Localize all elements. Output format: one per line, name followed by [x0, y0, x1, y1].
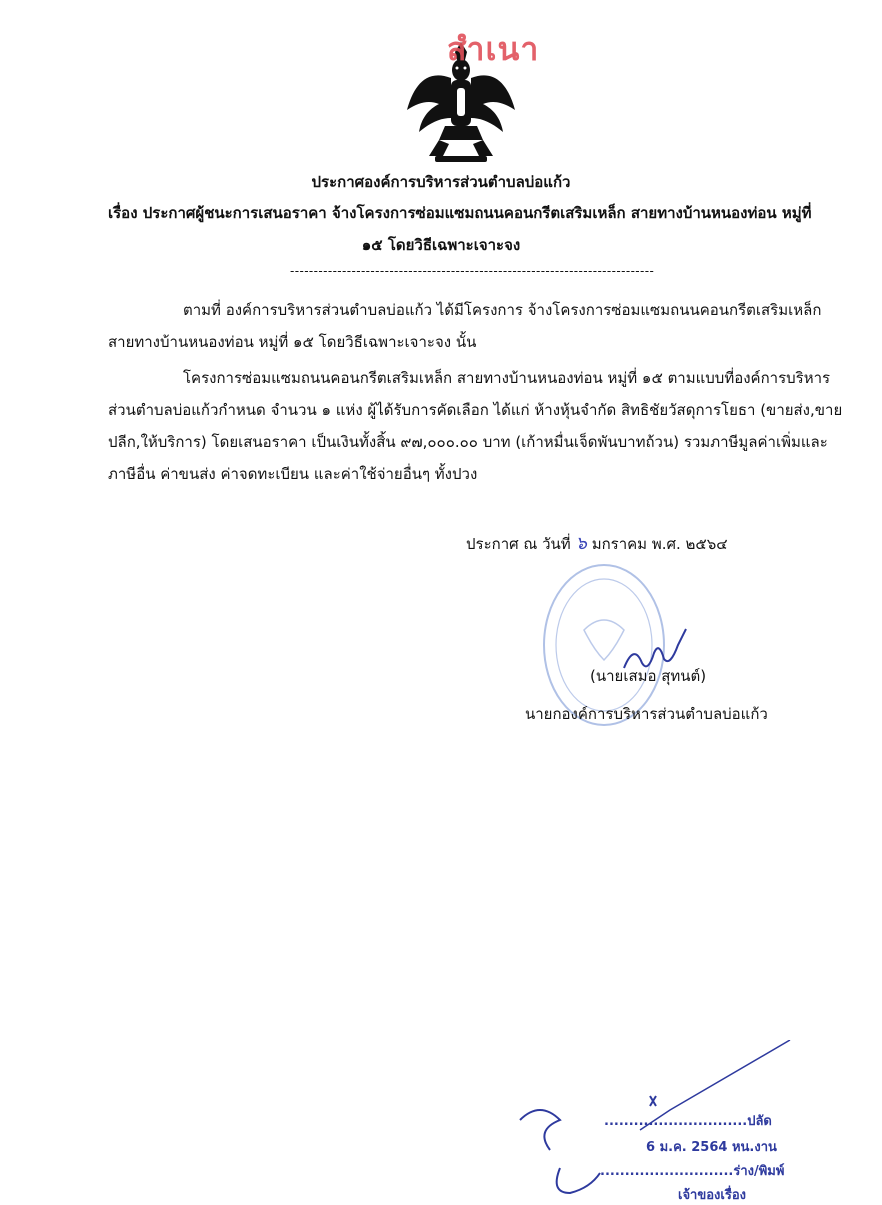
date-day-handwritten: ๖ [575, 533, 587, 554]
routing-line-deputy: .............................ปลัด [604, 1114, 772, 1129]
date-prefix: ประกาศ ณ วันที่ [466, 535, 571, 553]
signatory-name: (นายเสมอ สุทนต์) [590, 667, 707, 685]
paragraph2-line3: ปลีก,ให้บริการ) โดยเสนอราคา เป็นเงินทั้งสิ้น ๙๗,๐๐๐.๐๐ บาท (เก้าหมื่นเจ็ดพันบาทถ้วน) รวมภาษีมูลค่าเพิ่มและ [108, 433, 828, 451]
routing-line-drafter: ...........................ร่าง/พิมพ์ [600, 1164, 785, 1179]
document-title: ประกาศองค์การบริหารส่วนตำบลบ่อแก้ว [311, 173, 571, 191]
paragraph1-line2: สายทางบ้านหนองท่อน หมู่ที่ ๑๕ โดยวิธีเฉพาะเจาะจง นั้น [108, 333, 477, 351]
announcement-date [466, 528, 728, 557]
paragraph2-line4: ภาษีอื่น ค่าขนส่ง ค่าจดทะเบียน และค่าใช้จ่ายอื่นๆ ทั้งปวง [108, 465, 478, 483]
separator-line: ----------------------------------------------------------------------------- [290, 264, 655, 278]
paragraph1-line1: ตามที่ องค์การบริหารส่วนตำบลบ่อแก้ว ได้มีโครงการ จ้างโครงการซ่อมแซมถนนคอนกรีตเสริมเหล็ก [183, 301, 822, 319]
signatory-position: นายกองค์การบริหารส่วนตำบลบ่อแก้ว [525, 705, 768, 723]
routing-line-owner: เจ้าของเรื่อง [678, 1188, 746, 1203]
paragraph2-line2: ส่วนตำบลบ่อแก้วกำหนด จำนวน ๑ แห่ง ผู้ได้รับการคัดเลือก ได้แก่ ห้างหุ้นจำกัด สิทธิชัยวัสดุการโยธา (ขายส่ง,ขาย [108, 401, 843, 419]
paragraph2-line1: โครงการซ่อมแซมถนนคอนกรีตเสริมเหล็ก สายทางบ้านหนองท่อน หมู่ที่ ๑๕ ตามแบบที่องค์การบริหาร [183, 369, 831, 387]
date-month-year: มกราคม พ.ศ. ๒๕๖๔ [591, 535, 728, 553]
routing-line-head: 6 ม.ค. 2564 หน.งาน [646, 1140, 777, 1155]
document-subject-line2: ๑๕ โดยวิธีเฉพาะเจาะจง [361, 236, 521, 254]
copy-stamp-red: สำเนา [447, 30, 540, 68]
document-subject-line1: เรื่อง ประกาศผู้ชนะการเสนอราคา จ้างโครงการซ่อมแซมถนนคอนกรีตเสริมเหล็ก สายทางบ้านหนองท่อน หมู่ที่ [108, 204, 812, 222]
